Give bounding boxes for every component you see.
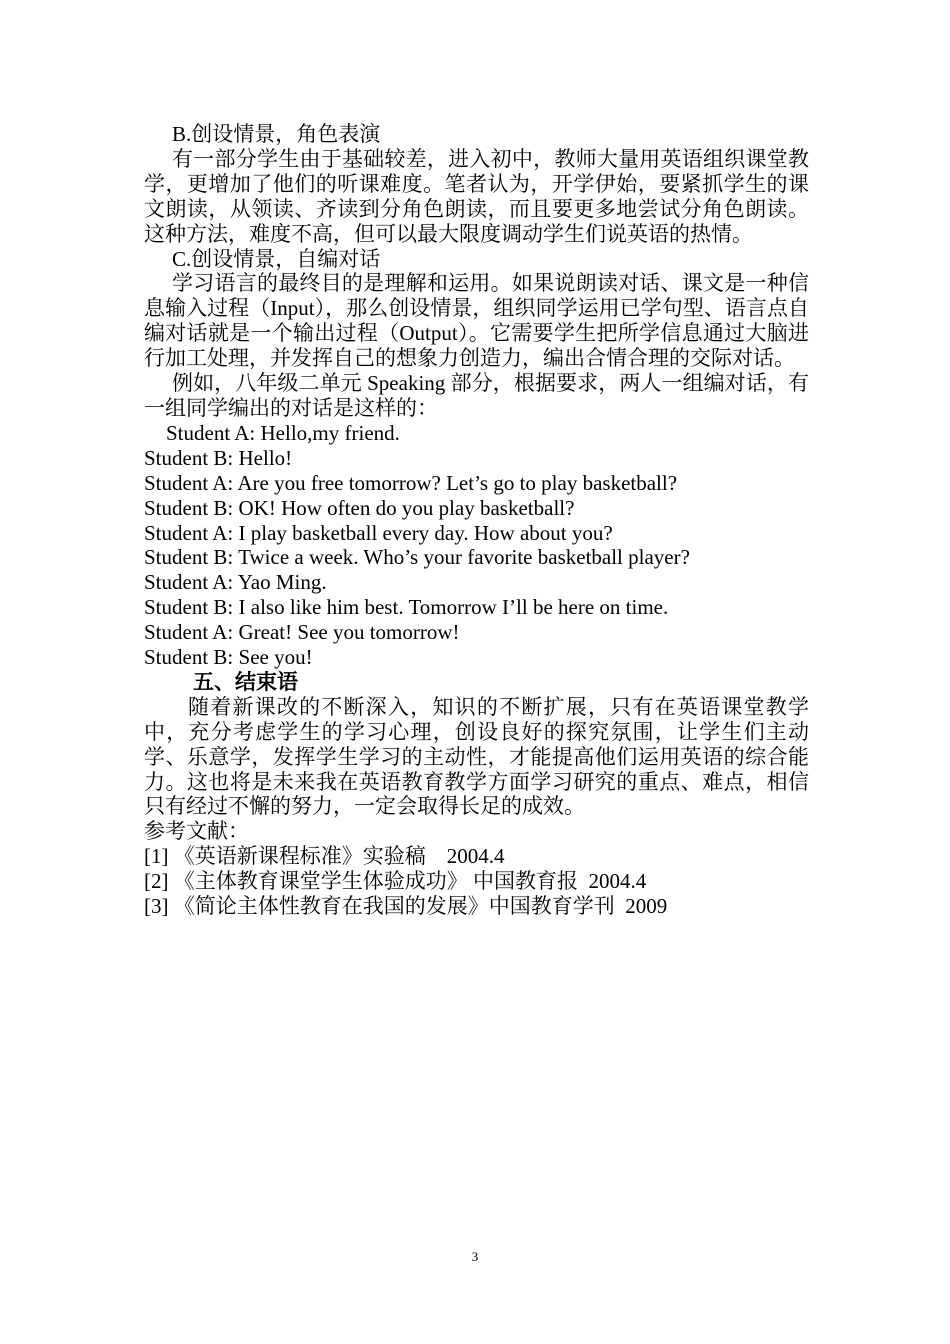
references-list xyxy=(144,844,809,919)
section-c-paragraph: 学习语言的最终目的是理解和运用。如果说朗读对话、课文是一种信息输入过程（Input），那么创设情景，组织同学运用已学句型、语言点自编对话就是一个输出过程（Output）。它需要学生把所学信息通过大脑进行加工处理，并发挥自己的想象力创造力，编出合情合理的交际对话。 xyxy=(144,271,809,371)
dialogue-line: Student A: Hello,my friend. xyxy=(166,420,400,445)
example-paragraph: 例如，八年级二单元 Speaking 部分，根据要求，两人一组编对话，有一组同学编出的对话是这样的： xyxy=(144,371,809,420)
page-number: 3 xyxy=(471,1249,479,1264)
dialogue-line: Student A: Are you free tomorrow? Let’s go to play basketball? xyxy=(144,470,678,495)
section-c-title: C.创设情景，自编对话 xyxy=(172,246,381,271)
dialogue-line: Student B: See you! xyxy=(144,645,313,670)
dialogue-line: Student A: Yao Ming. xyxy=(144,570,327,595)
reference-item: [2] 《主体教育课堂学生体验成功》 中国教育报 2004.4 xyxy=(144,869,647,894)
reference-item: [1] 《英语新课程标准》实验稿 2004.4 xyxy=(144,844,505,869)
section-b-title: B.创设情景，角色表演 xyxy=(172,122,381,146)
dialogue-line: Student B: I also like him best. Tomorrow I’ll be here on time. xyxy=(144,595,669,620)
dialogue-line: Student B: OK! How often do you play basketball? xyxy=(144,495,575,520)
dialogue-line: Student A: I play basketball every day. How about you? xyxy=(144,520,613,545)
conclusion-paragraph: 随着新课改的不断深入，知识的不断扩展，只有在英语课堂教学中，充分考虑学生的学习心理，创设良好的探究氛围，让学生们主动学、乐意学，发挥学生学习的主动性，才能提高他们运用英语的综合能力。这也将是未来我在英语教育教学方面学习研究的重点、难点，相信只有经过不懈的努力，一定会取得长足的成效。 xyxy=(144,694,809,819)
dialogue-line: Student B: Hello! xyxy=(144,445,293,470)
dialogue-line: Student B: Twice a week. Who’s your favorite basketball player? xyxy=(144,545,690,570)
section-b-paragraph: 有一部分学生由于基础较差，进入初中，教师大量用英语组织课堂教学，更增加了他们的听课难度。笔者认为，开学伊始，要紧抓学生的课文朗读，从领读、齐读到分角色朗读，而且要更多地尝试分角色朗读。这种方法，难度不高，但可以最大限度调动学生们说英语的热情。 xyxy=(144,146,809,246)
dialogue-line: Student A: Great! See you tomorrow! xyxy=(144,620,460,645)
reference-item: [3] 《简论主体性教育在我国的发展》中国教育学刊 2009 xyxy=(144,894,668,919)
references-title: 参考文献： xyxy=(144,819,249,844)
conclusion-heading: 五、结束语 xyxy=(193,669,298,694)
document-body xyxy=(144,122,809,919)
dialogue xyxy=(144,421,809,670)
